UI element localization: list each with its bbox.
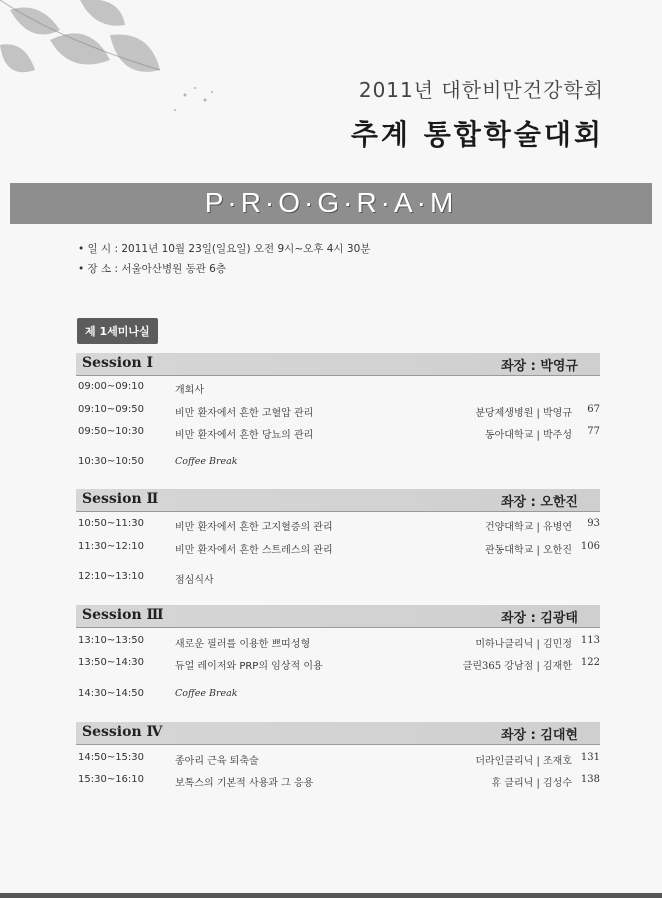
session-name: Session Ⅲ: [82, 607, 164, 623]
row-time: 13:50~14:30: [78, 657, 145, 668]
row-title: 개회사: [175, 385, 204, 396]
row-time: 15:30~16:10: [78, 774, 145, 785]
row-page: 67: [587, 404, 600, 415]
schedule-row: [78, 571, 600, 587]
row-page: 106: [580, 541, 600, 552]
program-banner: [10, 183, 652, 224]
row-time: 11:30~12:10: [78, 541, 145, 552]
row-page: 131: [580, 752, 600, 763]
row-time: 14:50~15:30: [78, 752, 145, 763]
row-time: 10:30~10:50: [78, 456, 145, 467]
row-title: 종아리 근육 퇴축술: [175, 756, 259, 767]
row-page: 122: [580, 657, 600, 668]
page-bottom-edge: [0, 893, 662, 898]
schedule-row: [78, 688, 600, 704]
row-speaker: 동아대학교 | 박주성: [484, 430, 572, 441]
row-title: 점심식사: [175, 575, 214, 586]
schedule-row: [78, 774, 600, 790]
row-speaker: 더라인클리닉 | 조재호: [475, 756, 572, 767]
row-speaker: 휴 클리닉 | 김성수: [491, 778, 572, 789]
row-title: Coffee Break: [175, 688, 238, 699]
row-page: 113: [580, 635, 600, 646]
schedule-row: [78, 426, 600, 442]
row-title: 새로운 필러를 이용한 쁘띠성형: [175, 639, 311, 650]
divider: [76, 511, 600, 512]
event-subtitle: 2011년 대한비만건강학회: [358, 78, 604, 102]
program-banner-text: P·R·O·G·R·A·M: [204, 187, 458, 218]
row-title: 비만 환자에서 흔한 고지혈증의 관리: [175, 522, 333, 533]
row-speaker: 클린365 강남점 | 김재한: [462, 661, 572, 672]
row-time: 09:00~09:10: [78, 381, 145, 392]
session-header: [76, 353, 600, 375]
divider: [76, 627, 600, 628]
row-time: 09:10~09:50: [78, 404, 145, 415]
row-title: 비만 환자에서 흔한 당뇨의 관리: [175, 430, 314, 441]
session-chair: 좌장 : 김광태: [500, 611, 578, 626]
schedule-row: [78, 518, 600, 534]
row-speaker: 분당제생병원 | 박영규: [475, 408, 572, 419]
session-chair: 좌장 : 박영규: [500, 359, 578, 374]
row-time: 12:10~13:10: [78, 571, 145, 582]
row-title: Coffee Break: [175, 456, 238, 467]
session-header: [76, 489, 600, 511]
event-title: 추계 통합학술대회: [350, 118, 604, 151]
session-chair: 좌장 : 오한진: [500, 495, 578, 510]
session-header: [76, 722, 600, 744]
row-title: 비만 환자에서 흔한 고혈압 관리: [175, 408, 314, 419]
schedule-row: [78, 456, 600, 472]
divider: [76, 744, 600, 745]
row-speaker: 관동대학교 | 오한진: [484, 545, 572, 556]
info-place: • 장 소 : 서울아산병원 동관 6층: [78, 263, 227, 275]
row-time: 09:50~10:30: [78, 426, 145, 437]
session-chair: 좌장 : 김대현: [500, 728, 578, 743]
row-title: 보톡스의 기본적 사용과 그 응용: [175, 778, 314, 789]
session-name: Session Ⅰ: [82, 355, 154, 371]
session-header: [76, 605, 600, 627]
schedule-row: [78, 657, 600, 673]
row-time: 13:10~13:50: [78, 635, 145, 646]
session-name: Session Ⅱ: [82, 491, 159, 507]
schedule-row: [78, 541, 600, 557]
row-title: 듀얼 레이저와 PRP의 임상적 이용: [175, 661, 323, 672]
row-page: 93: [587, 518, 600, 529]
info-date: • 일 시 : 2011년 10월 23일(일요일) 오전 9시~오후 4시 30분: [78, 243, 371, 255]
schedule-row: [78, 752, 600, 768]
row-speaker: 미하나클리닉 | 김민정: [475, 639, 572, 650]
row-time: 14:30~14:50: [78, 688, 145, 699]
session-name: Session Ⅳ: [82, 724, 163, 740]
schedule-row: [78, 381, 600, 397]
row-page: 138: [580, 774, 600, 785]
row-page: 77: [587, 426, 600, 437]
row-time: 10:50~11:30: [78, 518, 145, 529]
divider: [76, 375, 600, 376]
schedule-row: [78, 404, 600, 420]
room-label: 제 1세미나실: [77, 318, 158, 344]
row-speaker: 건양대학교 | 유병연: [484, 522, 572, 533]
schedule-row: [78, 635, 600, 651]
row-title: 비만 환자에서 흔한 스트레스의 관리: [175, 545, 333, 556]
leaf-decoration: [0, 0, 230, 140]
